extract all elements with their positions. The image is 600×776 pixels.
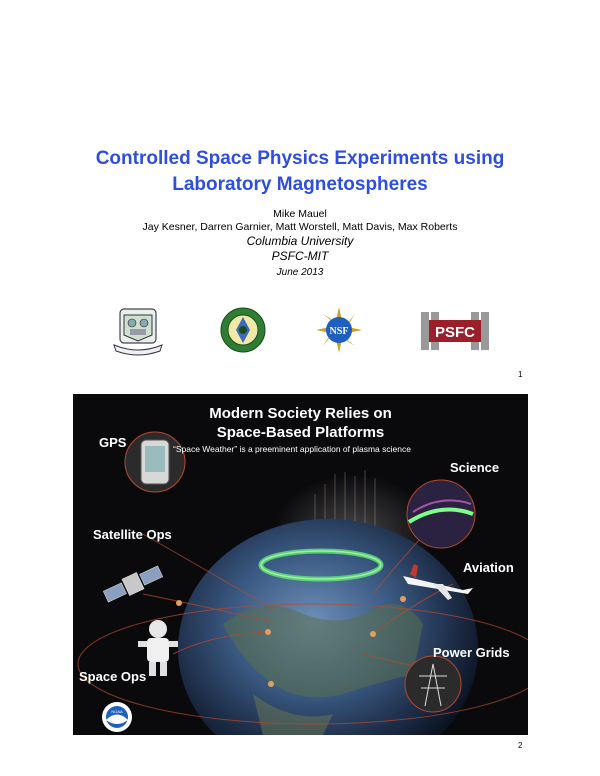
label-gps: GPS — [99, 435, 127, 450]
label-space-ops: Space Ops — [79, 669, 147, 684]
affiliation-psfc: PSFC-MIT — [271, 249, 329, 263]
label-science: Science — [450, 460, 500, 475]
presentation-date: June 2013 — [276, 267, 324, 278]
label-power-grids: Power Grids — [433, 645, 510, 660]
noaa-text: NOAA — [111, 709, 123, 714]
space-weather-slide — [73, 394, 528, 735]
presenter-name: Mike Mauel — [273, 208, 327, 220]
slide2-heading-line1: Modern Society Relies on — [209, 405, 392, 422]
nsf-text: NSF — [329, 326, 349, 337]
slide-title-line2: Laboratory Magnetospheres — [172, 174, 428, 195]
slide2-subheading: “Space Weather” is a preeminent application of plasma science — [173, 444, 411, 454]
page-number-1: 1 — [518, 370, 523, 379]
coauthors: Jay Kesner, Darren Garnier, Matt Worstell, Matt Davis, Max Roberts — [142, 221, 458, 233]
columbia-seal-icon — [110, 305, 166, 357]
label-aviation: Aviation — [463, 560, 514, 575]
nsf-logo-icon — [316, 307, 362, 353]
doe-seal-icon — [220, 307, 266, 353]
affiliation-columbia: Columbia University — [246, 234, 354, 248]
page-number-2: 2 — [518, 741, 523, 750]
slide-title-line1: Controlled Space Physics Experiments using — [95, 148, 505, 169]
psfc-text: PSFC — [434, 324, 476, 341]
slide2-heading-line2: Space-Based Platforms — [216, 424, 385, 441]
psfc-mit-logo-icon — [421, 312, 489, 350]
label-satellite-ops: Satellite Ops — [93, 527, 172, 542]
